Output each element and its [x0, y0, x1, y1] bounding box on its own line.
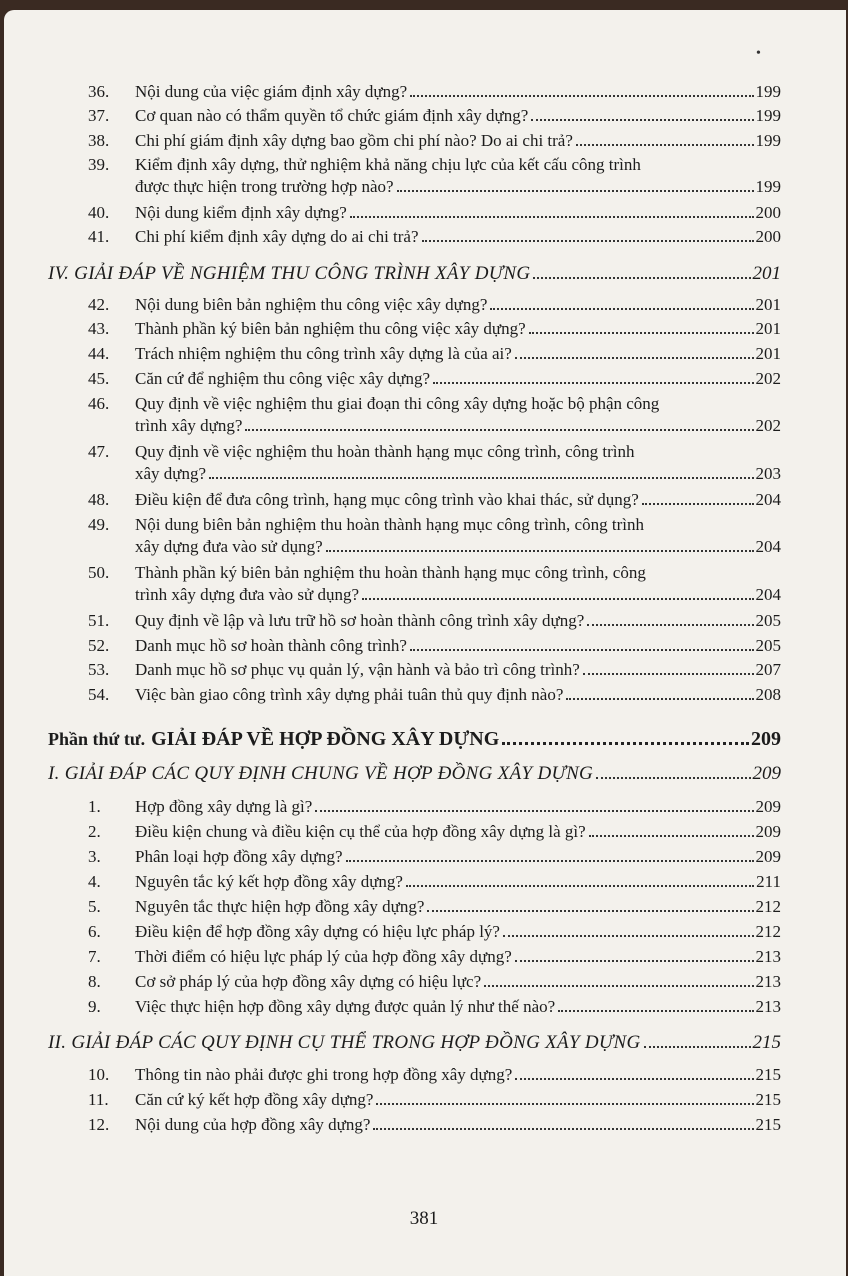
entry-page: 211 — [756, 872, 781, 891]
leader-dots — [490, 308, 753, 310]
toc-entry — [88, 154, 781, 198]
entry-number: 43. — [88, 319, 110, 338]
entry-title: Cơ quan nào có thẩm quyền tổ chức giám định xây dựng? — [135, 106, 529, 125]
entry-page: 201 — [755, 295, 781, 314]
entry-title: Quy định về việc nghiệm thu giai đoạn thi công xây dựng hoặc bộ phận công — [135, 394, 660, 413]
entry-page: 215 — [755, 1065, 781, 1084]
leader-dots — [558, 1010, 753, 1012]
leader-dots — [596, 777, 750, 779]
entry-number: 44. — [88, 344, 110, 363]
entry-number: 11. — [88, 1090, 109, 1109]
section-heading-ii — [48, 1031, 781, 1055]
toc-entry — [88, 971, 781, 993]
entry-title: Nguyên tắc thực hiện hợp đồng xây dựng? — [135, 897, 425, 916]
toc-entry — [88, 441, 781, 485]
toc-entry — [88, 659, 781, 681]
section-heading-i — [48, 762, 781, 786]
entry-title: Cơ sở pháp lý của hợp đồng xây dựng có hiệu lực? — [135, 972, 482, 991]
entry-page: 209 — [755, 822, 781, 841]
toc-entry — [88, 1114, 781, 1136]
entry-title: Căn cứ để nghiệm thu công việc xây dựng? — [135, 369, 431, 388]
entry-page: 199 — [755, 131, 781, 150]
entry-number: 4. — [88, 872, 101, 891]
pen-mark: • — [756, 46, 761, 61]
entry-page: 204 — [755, 490, 781, 509]
leader-dots — [484, 985, 753, 987]
entry-number: 1. — [88, 797, 101, 816]
leader-dots — [583, 673, 754, 675]
entry-page: 213 — [755, 972, 781, 991]
toc-entry — [88, 294, 781, 316]
toc-entry — [88, 393, 781, 437]
section-title: I. GIẢI ĐÁP CÁC QUY ĐỊNH CHUNG VỀ HỢP ĐỒNG XÂY DỰNG — [48, 763, 594, 784]
toc-entry — [88, 514, 781, 558]
entry-title: Nội dung của hợp đồng xây dựng? — [135, 1115, 371, 1134]
entry-number: 8. — [88, 972, 101, 991]
entry-title: Danh mục hồ sơ phục vụ quản lý, vận hành và bảo trì công trình? — [135, 660, 580, 679]
entry-number: 41. — [88, 227, 110, 246]
toc-entry — [88, 635, 781, 657]
leader-dots — [515, 1078, 753, 1080]
leader-dots — [515, 357, 754, 359]
entry-title: Hợp đồng xây dựng là gì? — [135, 797, 313, 816]
leader-dots — [376, 1103, 753, 1105]
leader-dots — [433, 382, 753, 384]
leader-dots — [362, 598, 753, 600]
section-page: 209 — [752, 763, 781, 784]
toc-entry — [88, 996, 781, 1018]
toc-entry — [88, 684, 781, 706]
leader-dots — [502, 742, 749, 745]
toc-entry — [88, 343, 781, 365]
leader-dots — [326, 550, 754, 552]
entry-page: 201 — [755, 319, 781, 338]
leader-dots — [644, 1046, 751, 1048]
entry-number: 46. — [88, 394, 110, 413]
leader-dots — [531, 119, 753, 121]
entry-number: 50. — [88, 563, 110, 582]
entry-title: Nội dung kiểm định xây dựng? — [135, 203, 347, 222]
entry-title: Việc thực hiện hợp đồng xây dựng được quản lý như thế nào? — [135, 997, 556, 1016]
toc-entry — [88, 202, 781, 224]
leader-dots — [503, 935, 754, 937]
entry-title: Thông tin nào phải được ghi trong hợp đồng xây dựng? — [135, 1065, 513, 1084]
part-page: 209 — [751, 728, 781, 750]
leader-dots — [350, 216, 754, 218]
entry-number: 10. — [88, 1065, 110, 1084]
entry-page: 199 — [755, 82, 781, 101]
entry-title: Kiểm định xây dựng, thử nghiệm khả năng chịu lực của kết cấu công trình — [135, 155, 641, 174]
entry-title-cont: được thực hiện trong trường hợp nào? — [135, 177, 394, 196]
entry-number: 7. — [88, 947, 101, 966]
entry-number: 3. — [88, 847, 101, 866]
entry-title: Nội dung biên bản nghiệm thu hoàn thành hạng mục công trình, công trình — [135, 515, 644, 534]
entry-number: 5. — [88, 897, 101, 916]
leader-dots — [533, 277, 750, 279]
entry-title: Thời điểm có hiệu lực pháp lý của hợp đồng xây dựng? — [135, 947, 512, 966]
toc-entry — [88, 946, 781, 968]
entry-page: 205 — [755, 636, 781, 655]
entry-number: 36. — [88, 82, 110, 101]
toc-entry — [88, 1064, 781, 1086]
toc-entry — [88, 130, 781, 152]
leader-dots — [406, 885, 754, 887]
section-title: IV. GIẢI ĐÁP VỀ NGHIỆM THU CÔNG TRÌNH XÂY DỰNG — [48, 263, 531, 284]
entry-number: 52. — [88, 636, 110, 655]
entry-title: Chi phí kiểm định xây dựng do ai chi trả? — [135, 227, 419, 246]
entry-number: 38. — [88, 131, 110, 150]
entry-page: 215 — [755, 1090, 781, 1109]
toc-entry — [88, 1089, 781, 1111]
entry-title-cont: trình xây dựng? — [135, 416, 243, 435]
part-title: GIẢI ĐÁP VỀ HỢP ĐỒNG XÂY DỰNG — [151, 728, 500, 750]
leader-dots — [589, 835, 754, 837]
entry-number: 47. — [88, 442, 110, 461]
toc-entry — [88, 796, 781, 818]
entry-number: 39. — [88, 155, 110, 174]
entry-page: 202 — [755, 369, 781, 388]
toc-entry — [88, 489, 781, 511]
leader-dots — [245, 429, 753, 431]
entry-number: 53. — [88, 660, 110, 679]
entry-page: 200 — [755, 227, 781, 246]
toc-entry — [88, 821, 781, 843]
entry-title: Nội dung biên bản nghiệm thu công việc xây dựng? — [135, 295, 488, 314]
toc-entry — [88, 921, 781, 943]
entry-title: Chi phí giám định xây dựng bao gồm chi phí nào? Do ai chi trả? — [135, 131, 573, 150]
entry-title: Thành phần ký biên bản nghiệm thu công việc xây dựng? — [135, 319, 526, 338]
leader-dots — [410, 95, 753, 97]
entry-title: Điều kiện để đưa công trình, hạng mục công trình vào khai thác, sử dụng? — [135, 490, 639, 509]
leader-dots — [587, 624, 753, 626]
section-heading-iv — [48, 262, 781, 286]
entry-page: 209 — [755, 797, 781, 816]
entry-page: 202 — [755, 416, 781, 435]
leader-dots — [515, 960, 754, 962]
entry-page: 208 — [755, 685, 781, 704]
leader-dots — [422, 240, 754, 242]
leader-dots — [397, 190, 754, 192]
entry-number: 54. — [88, 685, 110, 704]
entry-page: 201 — [755, 344, 781, 363]
leader-dots — [373, 1128, 753, 1130]
section-page: 201 — [752, 263, 781, 284]
entry-title: Phân loại hợp đồng xây dựng? — [135, 847, 343, 866]
entry-page: 215 — [755, 1115, 781, 1134]
toc-entry — [88, 368, 781, 390]
entry-number: 12. — [88, 1115, 110, 1134]
entry-number: 48. — [88, 490, 110, 509]
entry-page: 213 — [755, 947, 781, 966]
section-title: II. GIẢI ĐÁP CÁC QUY ĐỊNH CỤ THỂ TRONG HỢP ĐỒNG XÂY DỰNG — [48, 1032, 641, 1053]
leader-dots — [346, 860, 754, 862]
entry-page: 199 — [755, 177, 781, 196]
entry-page: 205 — [755, 611, 781, 630]
leader-dots — [566, 698, 753, 700]
toc-entry — [88, 562, 781, 606]
leader-dots — [427, 910, 753, 912]
entry-number: 49. — [88, 515, 110, 534]
toc-entry — [88, 896, 781, 918]
leader-dots — [315, 810, 753, 812]
toc-entry — [88, 610, 781, 632]
leader-dots — [529, 332, 754, 334]
leader-dots — [410, 649, 754, 651]
entry-number: 6. — [88, 922, 101, 941]
part-heading — [48, 726, 781, 752]
toc-entry — [88, 226, 781, 248]
toc-entry — [88, 871, 781, 893]
leader-dots — [576, 144, 754, 146]
toc-entry — [88, 846, 781, 868]
entry-page: 204 — [755, 537, 781, 556]
entry-title: Nguyên tắc ký kết hợp đồng xây dựng? — [135, 872, 403, 891]
toc-entry — [88, 105, 781, 127]
entry-title: Quy định về lập và lưu trữ hồ sơ hoàn thành công trình xây dựng? — [135, 611, 585, 630]
entry-title-cont: xây dựng? — [135, 464, 207, 483]
entry-page: 207 — [755, 660, 781, 679]
entry-title: Điều kiện chung và điều kiện cụ thể của hợp đồng xây dựng là gì? — [135, 822, 586, 841]
entry-page: 203 — [755, 464, 781, 483]
section-page: 215 — [752, 1032, 781, 1053]
entry-page: 212 — [755, 922, 781, 941]
entry-page: 199 — [755, 106, 781, 125]
leader-dots — [642, 503, 754, 505]
entry-title: Nội dung của việc giám định xây dựng? — [135, 82, 408, 101]
entry-number: 42. — [88, 295, 110, 314]
entry-page: 209 — [755, 847, 781, 866]
entry-page: 212 — [755, 897, 781, 916]
entry-number: 9. — [88, 997, 101, 1016]
leader-dots — [209, 477, 753, 479]
entry-page: 213 — [755, 997, 781, 1016]
entry-title: Căn cứ ký kết hợp đồng xây dựng? — [135, 1090, 374, 1109]
entry-title: Quy định về việc nghiệm thu hoàn thành hạng mục công trình, công trình — [135, 442, 635, 461]
entry-title: Danh mục hồ sơ hoàn thành công trình? — [135, 636, 407, 655]
entry-number: 51. — [88, 611, 110, 630]
toc-entry — [88, 318, 781, 340]
part-label: Phần thứ tư. — [48, 729, 146, 749]
entry-title: Việc bàn giao công trình xây dựng phải tuân thủ quy định nào? — [135, 685, 564, 704]
entry-number: 45. — [88, 369, 110, 388]
entry-page: 200 — [755, 203, 781, 222]
entry-number: 37. — [88, 106, 110, 125]
entry-title: Thành phần ký biên bản nghiệm thu hoàn thành hạng mục công trình, công — [135, 563, 646, 582]
entry-number: 40. — [88, 203, 110, 222]
entry-title: Điều kiện để hợp đồng xây dựng có hiệu lực pháp lý? — [135, 922, 500, 941]
toc-entry — [88, 81, 781, 103]
entry-number: 2. — [88, 822, 101, 841]
entry-title-cont: xây dựng đưa vào sử dụng? — [135, 537, 323, 556]
entry-title: Trách nhiệm nghiệm thu công trình xây dựng là của ai? — [135, 344, 512, 363]
entry-page: 204 — [755, 585, 781, 604]
page-number: 381 — [409, 1208, 439, 1229]
entry-title-cont: trình xây dựng đưa vào sử dụng? — [135, 585, 360, 604]
